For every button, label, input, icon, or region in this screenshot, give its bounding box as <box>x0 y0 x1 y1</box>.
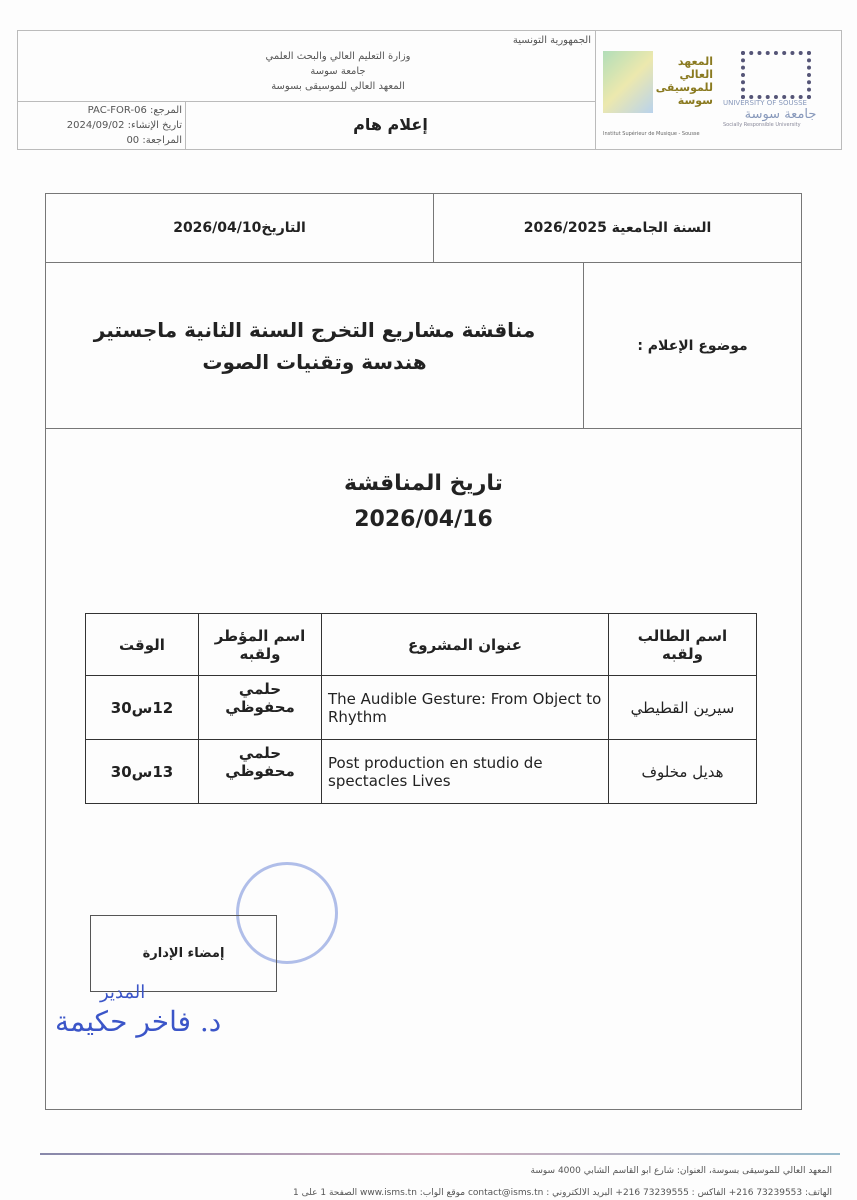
notice-date: التاريخ2026/04/10 <box>46 194 433 263</box>
subject-label: موضوع الإعلام : <box>583 263 801 429</box>
defense-label: تاريخ المناقشة <box>344 471 503 496</box>
student-name: سيرين القطيطي <box>609 676 757 740</box>
republic-text: الجمهورية التونسية <box>512 35 591 46</box>
header-supervisor: اسم المؤطر ولقبه <box>199 614 322 676</box>
time: 12س30 <box>86 676 199 740</box>
table-row <box>86 676 757 740</box>
signature-role: المدير <box>100 982 146 1003</box>
signature-name: د. فاخر حكيمة <box>55 1005 222 1038</box>
academic-year: السنة الجامعية 2026/2025 <box>433 194 801 263</box>
ref-code: المرجع: PAC-FOR-06 <box>87 105 182 116</box>
footer-contact: الهاتف: 73239553 216+ الفاكس : 73239555 216+ البريد الالكتروني : contact@isms.tn موقع الواب: www.isms.tn الصفحة 1 على 1 <box>293 1188 832 1198</box>
schedule-table <box>85 613 757 804</box>
defense-date: 2026/04/16 <box>354 507 493 532</box>
signature-label: إمضاء الإدارة <box>90 915 277 992</box>
time: 13س30 <box>86 740 199 804</box>
project-title: Post production en studio de spectacles Lives <box>322 740 609 804</box>
student-name: هديل مخلوف <box>609 740 757 804</box>
isms-logo: المعهد العالي للموسيقى سوسة Institut Supérieur de Musique - Sousse <box>603 51 713 143</box>
table-row <box>86 740 757 804</box>
university-text: جامعة سوسة <box>310 66 366 77</box>
project-title: The Audible Gesture: From Object to Rhythm <box>322 676 609 740</box>
header-time: الوقت <box>86 614 199 676</box>
notice-title: إعلام هام <box>353 115 428 134</box>
subject-line-2: هندسة وتقنيات الصوت <box>202 349 427 374</box>
revision: المراجعة: 00 <box>126 135 182 146</box>
header-box <box>17 30 842 150</box>
university-logo: UNIVERSITY OF SOUSSE جامعة سوسة Socially Responsible University <box>723 51 838 143</box>
header-student: اسم الطالب ولقبه <box>609 614 757 676</box>
institute-text: المعهد العالي للموسيقى بسوسة <box>271 81 405 92</box>
footer-divider <box>40 1153 840 1155</box>
supervisor-name: حلمي محفوظي <box>199 676 322 740</box>
ministry-text: وزارة التعليم العالي والبحث العلمي <box>265 51 411 62</box>
subject-line-1: مناقشة مشاريع التخرج السنة الثانية ماجستير <box>93 317 536 342</box>
header-title: عنوان المشروع <box>322 614 609 676</box>
supervisor-name: حلمي محفوظي <box>199 740 322 804</box>
footer-address: المعهد العالي للموسيقى بسوسة، العنوان: شارع ابو القاسم الشابي 4000 سوسة <box>530 1166 832 1176</box>
created-date: تاريخ الإنشاء: 2024/09/02 <box>66 120 182 131</box>
